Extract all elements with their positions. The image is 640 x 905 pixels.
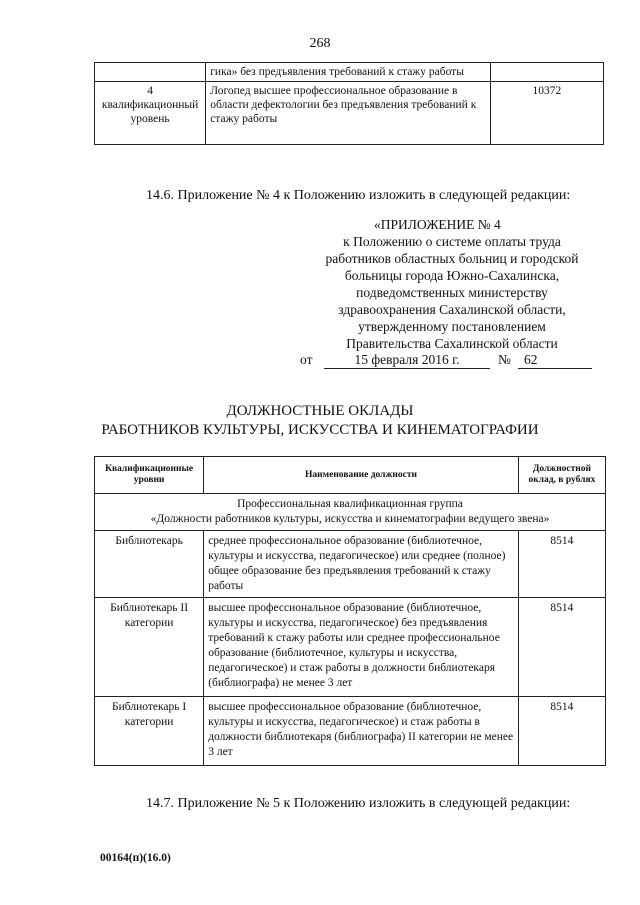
signature-line xyxy=(300,352,600,372)
salary-table xyxy=(94,456,606,766)
header-position: Наименование должности xyxy=(204,457,519,494)
level-cell xyxy=(95,63,206,82)
appendix-line: утвержденному постановлением xyxy=(358,319,546,334)
header-salary: Должностной оклад, в рублях xyxy=(518,457,605,494)
group-line2: «Должности работников культуры, искусства и кинематографии ведущего звена» xyxy=(150,513,550,525)
doc-title-line2: РАБОТНИКОВ КУЛЬТУРЫ, ИСКУССТВА И КИНЕМАТОГРАФИИ xyxy=(101,422,539,438)
table-row xyxy=(95,63,604,82)
group-line1: Профессиональная квалификационная группа xyxy=(237,498,463,510)
salary-cell: 10372 xyxy=(490,82,603,145)
appendix-title: «ПРИЛОЖЕНИЕ № 4 xyxy=(374,217,501,232)
footer-code: 00164(п)(16.0) xyxy=(100,852,171,864)
level-cell: Библиотекарь II категории xyxy=(95,598,204,697)
page-number: 268 xyxy=(309,36,331,51)
table-row xyxy=(95,82,604,145)
date-field: 15 февраля 2016 г. xyxy=(324,352,490,369)
appendix-line: больницы города Южно-Сахалинска, xyxy=(344,268,560,283)
appendix-header xyxy=(302,216,602,352)
group-row xyxy=(95,494,606,531)
table-header-row xyxy=(95,457,606,494)
level-cell: Библиотекарь I категории xyxy=(95,697,204,766)
appendix-line: подведомственных министерству xyxy=(356,285,548,300)
position-cell: гика» без предъявления требований к стажу работы xyxy=(206,63,491,82)
appendix-line: к Положению о системе оплаты труда xyxy=(343,234,561,249)
top-table xyxy=(94,62,604,145)
table-row xyxy=(95,697,606,766)
from-label: от xyxy=(300,352,313,367)
position-cell: Логопед высшее профессиональное образование в области дефектологии без предъявления требований к стажу работы xyxy=(206,82,491,145)
salary-cell xyxy=(490,63,603,82)
doc-title xyxy=(0,402,640,440)
number-label: № xyxy=(498,352,511,367)
appendix-line: работников областных больниц и городской xyxy=(325,251,579,266)
description-cell: высшее профессиональное образование (библиотечное, культуры и искусства, педагогическое) и стаж работы в должности библиотекаря (библиографа) II категории не менее 3 лет xyxy=(204,697,519,766)
table-row xyxy=(95,531,606,598)
group-cell xyxy=(95,494,606,531)
salary-cell: 8514 xyxy=(518,531,605,598)
number-field: 62 xyxy=(518,352,592,369)
salary-cell: 8514 xyxy=(518,697,605,766)
salary-cell: 8514 xyxy=(518,598,605,697)
header-levels: Квалификационные уровни xyxy=(95,457,204,494)
level-cell: 4 квалификационный уровень xyxy=(95,82,206,145)
description-cell: высшее профессиональное образование (библиотечное, культуры и искусства, педагогическое) без предъявления требований к стажу работы или среднее профессиональное образование (библиотечное, культуры и искусства, педагогическое) и стаж работы в должности библиотекаря (библиографа) не менее 3 лет xyxy=(204,598,519,697)
appendix-line: здравоохранения Сахалинской области, xyxy=(338,302,566,317)
paragraph-14-7: 14.7. Приложение № 5 к Положению изложить в следующей редакции: xyxy=(146,796,571,811)
appendix-line: Правительства Сахалинской области xyxy=(346,336,558,351)
table-row xyxy=(95,598,606,697)
level-cell: Библиотекарь xyxy=(95,531,204,598)
doc-title-line1: ДОЛЖНОСТНЫЕ ОКЛАДЫ xyxy=(226,403,414,419)
paragraph-14-6: 14.6. Приложение № 4 к Положению изложить в следующей редакции: xyxy=(146,188,571,203)
description-cell: среднее профессиональное образование (библиотечное, культуры и искусства, педагогическое) или среднее (полное) общее образование без предъявления требований к стажу работы xyxy=(204,531,519,598)
